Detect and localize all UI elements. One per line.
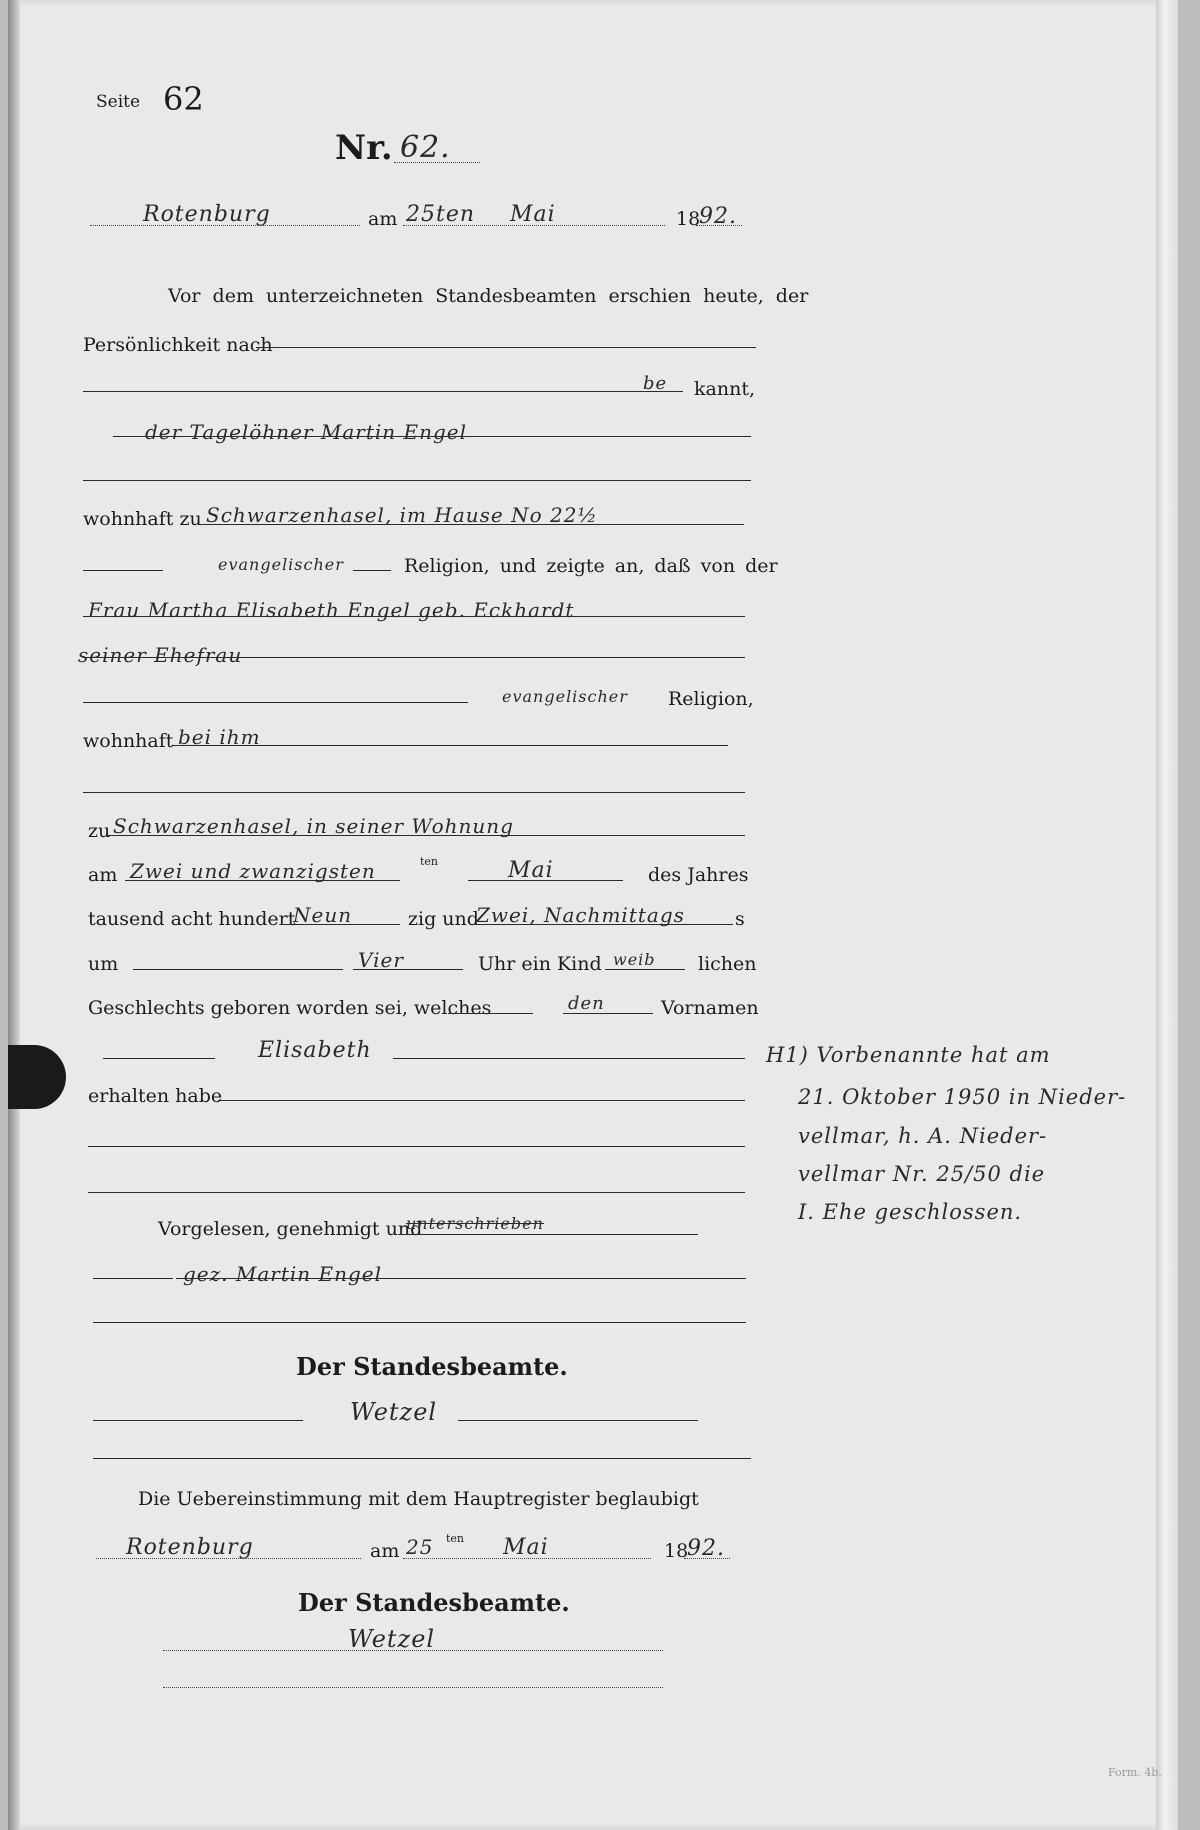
sex-line bbox=[605, 969, 685, 970]
given-name: Elisabeth bbox=[258, 1038, 372, 1063]
welches-hand: den bbox=[568, 993, 605, 1014]
standesbeamte-1: Der Standesbeamte. bbox=[296, 1352, 568, 1381]
um-line-a bbox=[133, 969, 343, 970]
cert-month: Mai bbox=[503, 1535, 549, 1560]
cert-day: 25 bbox=[406, 1535, 434, 1559]
persoenlichkeit-line bbox=[256, 347, 756, 348]
seite-label: Seite bbox=[96, 92, 141, 112]
sig1-line-b bbox=[176, 1278, 746, 1279]
signature-3: Wetzel bbox=[348, 1625, 436, 1653]
residence-line bbox=[201, 524, 744, 525]
wohnhaft-line bbox=[173, 745, 728, 746]
religion2-line bbox=[83, 702, 468, 703]
blank-dot-line bbox=[163, 1687, 663, 1688]
mother-relation: seiner Ehefrau bbox=[78, 643, 243, 667]
unterschrieben: unterschrieben bbox=[406, 1214, 544, 1233]
bekannt-print: kannt, bbox=[694, 378, 755, 400]
am-label-2: am bbox=[88, 864, 118, 886]
vorgelesen: Vorgelesen, genehmigt und bbox=[158, 1218, 423, 1240]
cert-year-prefix: 18 bbox=[664, 1540, 689, 1562]
residence: Schwarzenhasel, im Hause No 22½ bbox=[206, 503, 598, 527]
margin-note-4: vellmar Nr. 25/50 die bbox=[798, 1162, 1046, 1186]
cert-place: Rotenburg bbox=[126, 1535, 254, 1560]
cert-ten: ten bbox=[446, 1532, 465, 1545]
geschlechts: Geschlechts geboren worden sei, welches bbox=[88, 997, 492, 1019]
form-stamp: Form. 4b. bbox=[1108, 1766, 1162, 1779]
hour: Vier bbox=[358, 948, 404, 972]
zig-und: zig und bbox=[408, 908, 479, 930]
erhalten: erhalten habe bbox=[88, 1085, 223, 1107]
welches-line-a bbox=[448, 1013, 533, 1014]
birth-place-line bbox=[108, 835, 745, 836]
wohnhaft-label: wohnhaft bbox=[83, 730, 174, 752]
religion1-line-a bbox=[83, 570, 163, 571]
cert-year-line bbox=[684, 1558, 730, 1559]
welches-line-b bbox=[563, 1013, 653, 1014]
place: Rotenburg bbox=[143, 202, 271, 227]
wohnhaft-value: bei ihm bbox=[178, 725, 261, 749]
am-label: am bbox=[368, 208, 398, 230]
birth-month-line bbox=[468, 880, 623, 881]
religion1-line-b bbox=[353, 570, 391, 571]
blank-line-2 bbox=[88, 1146, 745, 1147]
register-page bbox=[8, 0, 1178, 1830]
birth-day-line bbox=[125, 880, 400, 881]
year-words-line bbox=[280, 924, 400, 925]
year-words-2: Zwei, Nachmittags bbox=[476, 903, 685, 927]
erhalten-line bbox=[218, 1100, 745, 1101]
date-line bbox=[403, 225, 665, 226]
religion1-hand: evangelischer bbox=[218, 555, 344, 574]
ten-sup: ten bbox=[420, 855, 439, 868]
standesbeamte-2: Der Standesbeamte. bbox=[298, 1588, 570, 1617]
des-jahres: des Jahres bbox=[648, 864, 749, 886]
cert-am: am bbox=[370, 1540, 400, 1562]
year-line bbox=[696, 225, 742, 226]
wohnhaft-zu-label: wohnhaft zu bbox=[83, 508, 202, 530]
bekannt-line bbox=[83, 391, 683, 392]
religion2-print: Religion, bbox=[668, 688, 754, 710]
page-edge bbox=[1156, 0, 1178, 1830]
cert-place-line bbox=[96, 1558, 361, 1559]
zu-label: zu bbox=[88, 820, 111, 842]
signature-2: Wetzel bbox=[350, 1398, 438, 1426]
birth-day: Zwei und zwanzigsten bbox=[130, 859, 376, 883]
signature-1: gez. Martin Engel bbox=[183, 1262, 383, 1286]
blank-line-3 bbox=[88, 1192, 745, 1193]
year-words-2-line bbox=[471, 924, 733, 925]
sig2-line-b bbox=[458, 1420, 698, 1421]
cert-year-suffix: 92. bbox=[687, 1536, 725, 1561]
sig3-line bbox=[163, 1650, 663, 1651]
person-line bbox=[113, 436, 751, 437]
year-words: Neun bbox=[293, 903, 353, 927]
month: Mai bbox=[510, 202, 556, 227]
vorgelesen-line bbox=[398, 1234, 698, 1235]
relation-line bbox=[83, 657, 745, 658]
mother-name: Frau Martha Elisabeth Engel geb. Eckhardt bbox=[88, 598, 575, 622]
thumb-shadow bbox=[8, 1045, 66, 1109]
margin-note-3: vellmar, h. A. Nieder- bbox=[798, 1124, 1048, 1148]
margin-note-2: 21. Oktober 1950 in Nieder- bbox=[798, 1085, 1127, 1109]
blank-line-4 bbox=[93, 1322, 746, 1323]
intro-text: Vor dem unterzeichneten Standesbeamten erschien heute, der bbox=[168, 285, 809, 307]
bekannt-hand: be bbox=[643, 373, 668, 394]
mother-line bbox=[83, 616, 745, 617]
seite-number: 62 bbox=[163, 80, 204, 118]
s-end: s bbox=[735, 908, 745, 930]
nr-label: Nr. bbox=[335, 128, 393, 168]
blank-line-1 bbox=[83, 792, 745, 793]
day: 25ten bbox=[406, 202, 476, 227]
birth-month: Mai bbox=[508, 858, 554, 883]
sig2-line-a bbox=[93, 1420, 303, 1421]
sex: weib bbox=[613, 950, 656, 969]
person-name: der Tagelöhner Martin Engel bbox=[145, 420, 468, 444]
vornamen: Vornamen bbox=[661, 997, 759, 1019]
um-line-b bbox=[353, 969, 463, 970]
tausend: tausend acht hundert bbox=[88, 908, 296, 930]
uhr-kind: Uhr ein Kind bbox=[478, 953, 602, 975]
religion-line-text: Religion, und zeigte an, daß von der bbox=[404, 555, 778, 577]
persoenlichkeit-label: Persönlichkeit nach bbox=[83, 334, 273, 356]
nr-value: 62. bbox=[400, 130, 451, 165]
year-suffix: 92. bbox=[699, 204, 737, 229]
margin-note-5: I. Ehe geschlossen. bbox=[798, 1200, 1023, 1224]
birth-place: Schwarzenhasel, in seiner Wohnung bbox=[113, 814, 514, 838]
person-line-2 bbox=[83, 480, 751, 481]
uebereinstimmung: Die Uebereinstimmung mit dem Hauptregister beglaubigt bbox=[138, 1488, 699, 1510]
margin-note-1: H1) Vorbenannte hat am bbox=[766, 1043, 1051, 1067]
given-name-line-b bbox=[393, 1058, 745, 1059]
binding-shadow bbox=[8, 0, 20, 1830]
year-prefix: 18 bbox=[676, 208, 701, 230]
place-line bbox=[90, 225, 360, 226]
given-name-line-a bbox=[103, 1058, 215, 1059]
religion2-hand: evangelischer bbox=[502, 687, 628, 706]
um-label: um bbox=[88, 953, 119, 975]
sig1-line-a bbox=[93, 1278, 173, 1279]
blank-line-5 bbox=[93, 1458, 751, 1459]
cert-date-line bbox=[403, 1558, 651, 1559]
nr-underline bbox=[394, 162, 480, 163]
lichen: lichen bbox=[698, 953, 757, 975]
